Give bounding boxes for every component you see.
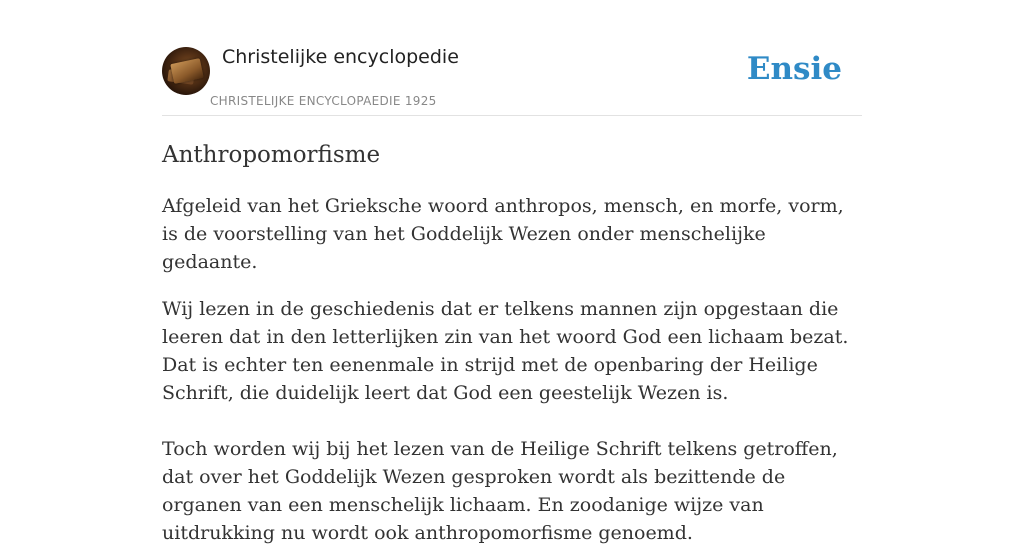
site-name-link[interactable]: Christelijke encyclopedie (222, 46, 459, 68)
article-title: Anthropomorfisme (162, 142, 381, 168)
article-paragraph: Afgeleid van het Grieksche woord anthropos, mensch, en morfe, vorm, is de voorstelling van het Goddelijk Wezen onder menschelijke gedaante. (162, 195, 844, 273)
book-icon (170, 58, 204, 84)
article-paragraph: Wij lezen in de geschiedenis dat er telkens mannen zijn opgestaan die leeren dat in den letterlijken zin van het woord God een lichaam bezat. Dat is echter ten eenenmale in strijd met de openbaring der Heilige Schrift, die duidelijk leert dat God een geestelijk Wezen is. (162, 298, 849, 404)
ensie-logo-link[interactable]: Ensie (746, 51, 842, 87)
encyclopedia-avatar[interactable] (162, 47, 210, 95)
site-subtitle: CHRISTELIJKE ENCYCLOPAEDIE 1925 (210, 94, 437, 108)
article-paragraph: Toch worden wij bij het lezen van de Heilige Schrift telkens getroffen, dat over het Goddelijk Wezen gesproken wordt als bezittende de organen van een menschelijk lichaam. En zoodanige wijze van uitdrukking nu wordt ook anthropomorfisme genoemd. (162, 438, 838, 544)
article (162, 140, 862, 547)
site-header (162, 46, 862, 116)
